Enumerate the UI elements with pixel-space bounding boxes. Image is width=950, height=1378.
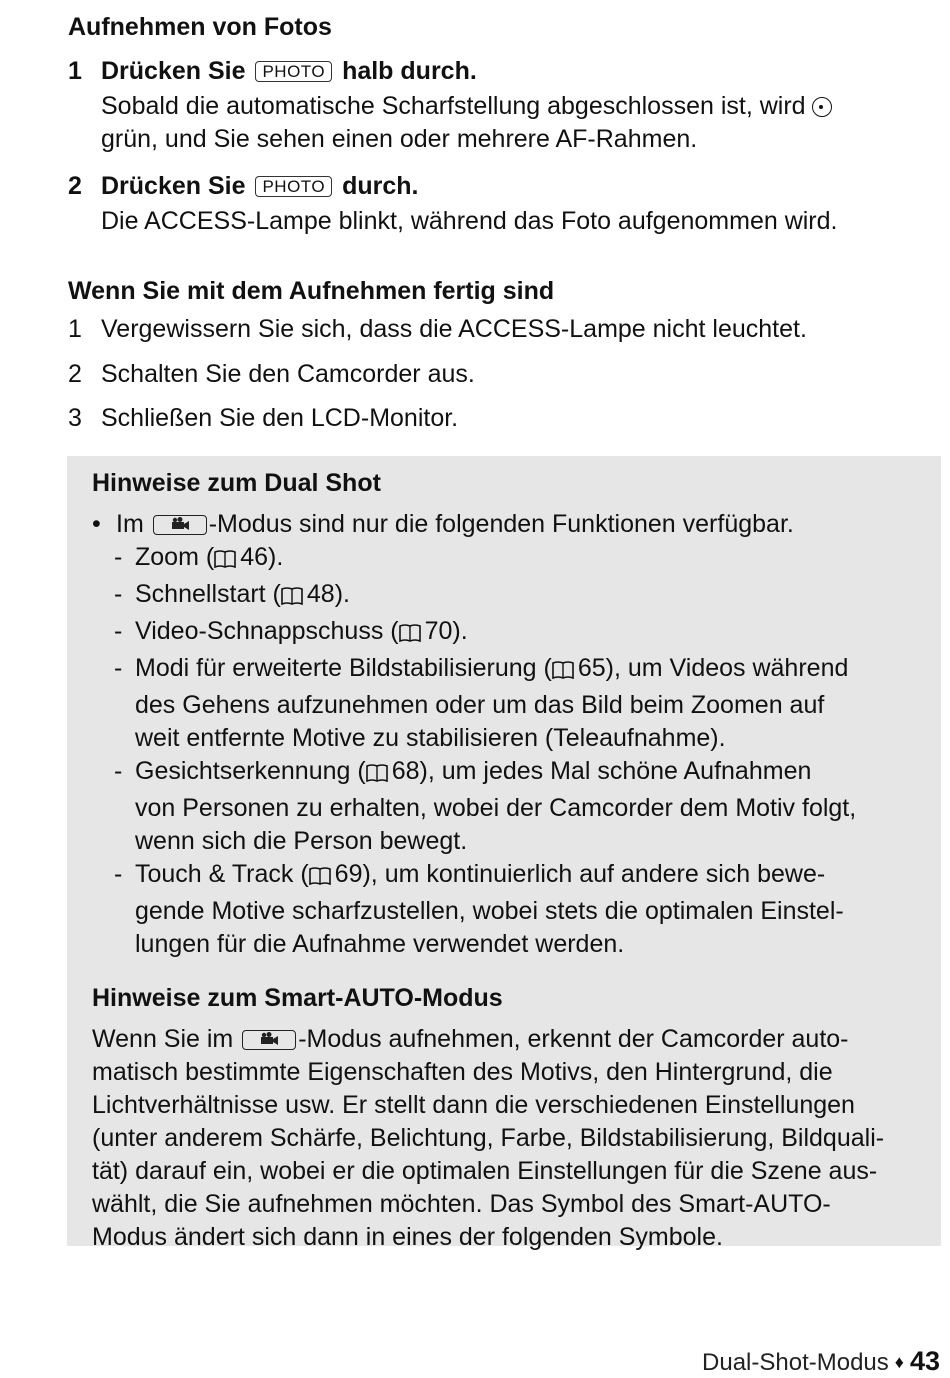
dash-marker: - bbox=[114, 543, 123, 571]
heading-hinweise-dual-shot: Hinweise zum Dual Shot bbox=[92, 469, 381, 497]
step-description: Die ACCESS-Lampe blinkt, während das Foto aufgenommen wird. bbox=[101, 207, 838, 235]
dash-marker: - bbox=[114, 757, 123, 785]
photo-button-key: PHOTO bbox=[255, 61, 332, 82]
heading-hinweise-smart-auto: Hinweise zum Smart-AUTO-Modus bbox=[92, 984, 503, 1012]
bullet-dot-icon: • bbox=[92, 510, 101, 538]
step-title: Drücken Sie PHOTO halb durch. bbox=[101, 57, 477, 85]
step-number: 1 bbox=[68, 57, 82, 85]
step-2 bbox=[68, 171, 928, 238]
sub-list bbox=[92, 541, 922, 961]
sub-list-item: - Zoom ( 46). bbox=[92, 541, 922, 578]
book-reference-icon bbox=[309, 862, 331, 895]
book-reference-icon bbox=[366, 759, 388, 792]
book-reference-icon bbox=[552, 656, 574, 689]
dash-marker: - bbox=[114, 654, 123, 682]
list-item: 3 Schließen Sie den LCD-Monitor. bbox=[68, 404, 459, 432]
photo-button-key: PHOTO bbox=[255, 176, 332, 197]
diamond-separator-icon: ♦ bbox=[894, 1352, 904, 1372]
page-number: 43 bbox=[909, 1346, 940, 1376]
step-1 bbox=[68, 56, 928, 156]
sub-list-item: - Gesichtserkennung ( 68), um jedes Mal schöne Aufnahmen von Personen zu erhalten, wobei der Camcorder dem Motiv folgt, wenn sich die Person bewegt. bbox=[114, 757, 857, 855]
dash-marker: - bbox=[114, 617, 123, 645]
sub-list-item: - Modi für erweiterte Bildstabilisierung ( 65), um Videos während des Gehens aufzunehmen oder um das Bild beim Zoomen auf weit entfernte Motive zu stabilisieren (Teleaufnahme). bbox=[114, 654, 849, 752]
heading-wenn-fertig: Wenn Sie mit dem Aufnehmen fertig sind bbox=[68, 277, 555, 305]
step-number: 2 bbox=[68, 172, 82, 200]
bullet-item: • Im -Modus sind nur die folgenden Funktionen verfügbar. bbox=[92, 508, 922, 541]
step-title: Drücken Sie PHOTO durch. bbox=[101, 172, 419, 200]
dash-marker: - bbox=[114, 860, 123, 888]
step-description: Sobald die automatische Scharfstellung abgeschlossen ist, wird grün, und Sie sehen einen oder mehrere AF-Rahmen. bbox=[101, 90, 928, 156]
list-item: 2 Schalten Sie den Camcorder aus. bbox=[68, 360, 475, 388]
book-reference-icon bbox=[281, 582, 303, 615]
sub-list-item: - Video-Schnappschuss ( 70). bbox=[92, 615, 922, 652]
notes-box bbox=[67, 456, 941, 1251]
sub-list-item: - Touch & Track ( 69), um kontinuierlich auf andere sich bewe- gende Motive scharfzustellen, wobei stets die optimalen Einstel- lungen für die Aufnahme verwendet werden. bbox=[114, 860, 844, 958]
footer-section-title: Dual-Shot-Modus bbox=[702, 1349, 889, 1376]
sub-list-item: - Schnellstart ( 48). bbox=[92, 578, 922, 615]
af-ring-icon bbox=[812, 97, 832, 117]
smart-auto-mode-icon bbox=[242, 1030, 296, 1050]
smart-auto-paragraph: Wenn Sie im -Modus aufnehmen, erkennt der Camcorder auto- matisch bestimmte Eigenschaften des Motivs, den Hintergrund, die Lichtverhältnisse usw. Er stellt dann die verschiedenen Einstellungen (unter anderem Schärfe, Belichtung, Farbe, Bildstabilisierung, Bildquali- tät) darauf ein, wobei er die optimalen Einstellungen für die Szene aus- wählt, die Sie aufnehmen möchten. Das Symbol des Smart-AUTO- Modus ändert sich dann in eines der folgenden Symbole. bbox=[92, 1025, 885, 1251]
heading-aufnehmen-von-fotos: Aufnehmen von Fotos bbox=[68, 13, 332, 41]
page-footer bbox=[702, 1346, 940, 1378]
dash-marker: - bbox=[114, 580, 123, 608]
list-item: 1 Vergewissern Sie sich, dass die ACCESS-Lampe nicht leuchtet. bbox=[68, 315, 807, 343]
smart-auto-mode-icon bbox=[153, 515, 207, 535]
book-reference-icon bbox=[399, 619, 421, 652]
book-reference-icon bbox=[214, 545, 236, 578]
